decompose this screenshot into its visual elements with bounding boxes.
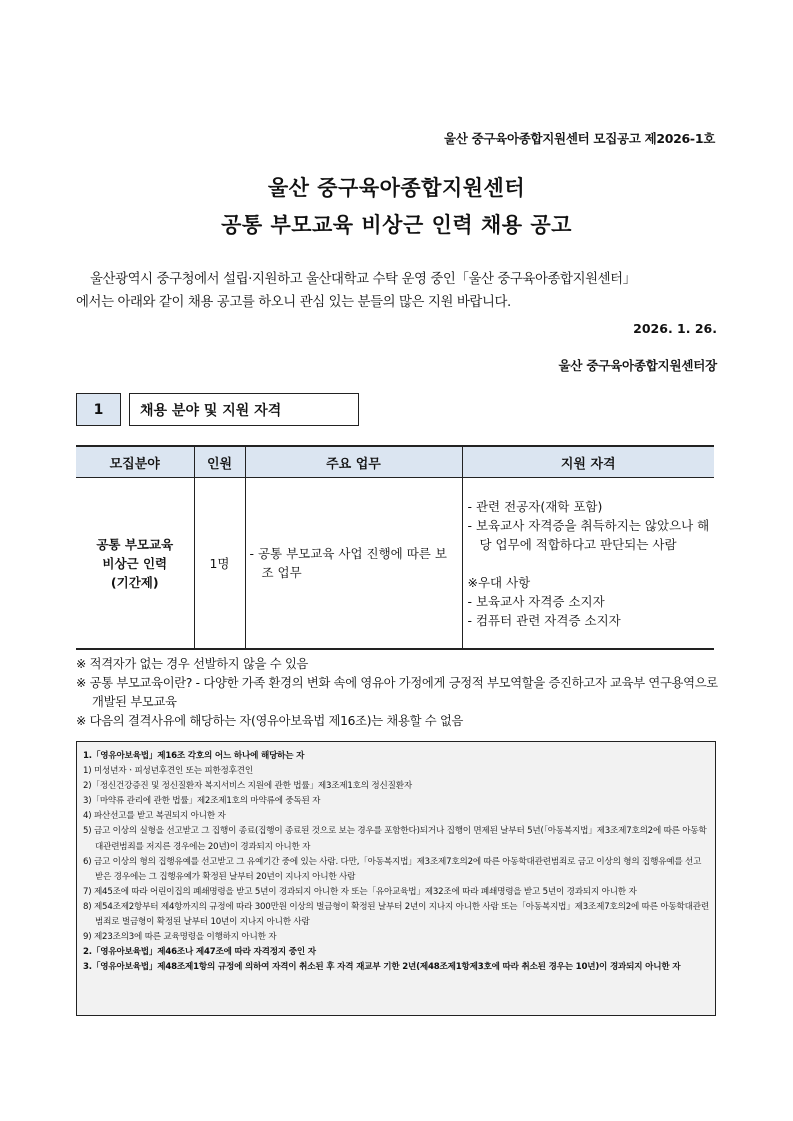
preference-item: - 컴퓨터 관련 자격증 소지자 [467,612,621,628]
spacer [468,554,711,573]
field-line: (기간제) [110,574,159,590]
list-item: 3)「마약류 관리에 관한 법률」제2조제1호의 마약류에 중독된 자 [83,796,321,807]
table-header-row [76,446,714,478]
recruitment-table [76,445,714,650]
issuer-name: 울산 중구육아종합지원센터장 [558,358,717,373]
column-header: 지원 자격 [462,446,714,478]
section-number: 1 [76,393,121,426]
list-item: 6) 금고 이상의 형의 집행유예를 선고받고 그 유예기간 중에 있는 사람. 다만,「아동복지법」제3조제7호의2에 따른 아동학대관련범죄로 금고 이상의 형의 집행유예를 선고받은 경우에는 그 집행유예가 확정된 날부터 20년이 지나지 아니한 사람 [83,856,702,882]
column-header: 모집분야 [76,446,194,478]
recruit-field-cell [76,478,194,650]
intro-line: 울산광역시 중구청에서 설립·지원하고 울산대학교 수탁 운영 중인「울산 중구육아종합지원센터」 [90,272,636,287]
list-item: 1) 미성년자ㆍ피성년후견인 또는 피한정후견인 [83,766,253,777]
notes-list [76,655,718,731]
list-item: 8) 제54조제2항부터 제4항까지의 규정에 따라 300만원 이상의 벌금형이 확정된 날부터 2년이 지나지 아니한 사람 또는「아동복지법」제3조제7호의2에 따른 아동학대관련범죄로 벌금형이 확정된 날부터 10년이 지나지 아니한 사람 [83,901,709,928]
list-item: 7) 제45조에 따라 어린이집의 폐쇄명령을 받고 5년이 경과되지 아니한 자 또는「유아교육법」제32조에 따라 폐쇄명령을 받고 5년이 경과되지 아니한 자 [83,886,637,897]
table-row [76,478,714,650]
list-item: 5) 금고 이상의 실형을 선고받고 그 집행이 종료(집행이 종료된 것으로 보는 경우를 포함한다)되거나 집행이 면제된 날부터 5년(「아동복지법」제3조제7호의2에 따른 아동학대관련범죄를 저지른 경우에는 20년)이 경과되지 아니한 자 [83,826,707,852]
section-title: 채용 분야 및 지원 자격 [129,393,359,426]
qualification-item: - 보육교사 자격증을 취득하지는 않았으나 해당 업무에 적합하다고 판단되는 사람 [467,517,710,552]
qualification-item: - 관련 전공자(재학 포함) [467,498,603,514]
qualification-cell [462,478,714,650]
preference-title: ※우대 사항 [467,574,531,590]
disqualification-box [76,741,716,1016]
field-line: 비상근 인력 [102,555,168,571]
document-title-line1: 울산 중구육아종합지원센터 [267,176,526,200]
list-item: 9) 제23조의3에 따른 교육명령을 이행하지 아니한 자 [83,932,277,943]
field-line: 공통 부모교육 [96,536,174,552]
list-item: 2)「정신건강증진 및 정신질환자 복지서비스 지원에 관한 법률」제3조제1호의 정신질환자 [83,781,412,792]
document-title-line2: 공통 부모교육 비상근 인력 채용 공고 [221,213,572,237]
disqualification-heading: 2.「영유아보육법」제46조나 제47조에 따라 자격정지 중인 자 [83,947,316,958]
note-item: ※ 적격자가 없는 경우 선발하지 않을 수 있음 [76,657,309,671]
preference-item: - 보육교사 자격증 소지자 [467,593,605,609]
intro-paragraph [76,268,718,314]
notice-date: 2026. 1. 26. [633,321,717,336]
duty-cell [245,478,462,650]
list-item: 4) 파산선고를 받고 복권되지 아니한 자 [83,811,226,822]
column-header: 주요 업무 [245,446,462,478]
disqualification-heading: 3.「영유아보육법」제48조제1항의 규정에 의하여 자격이 취소된 후 자격 재교부 기한 2년(제48조제1항제3호에 따라 취소된 경우는 10년)이 경과되지 아니한 자 [83,962,681,973]
note-item: ※ 공통 부모교육이란? - 다양한 가족 환경의 변화 속에 영유아 가정에게 긍정적 부모역할을 증진하고자 교육부 연구용역으로 개발된 부모교육 [76,676,718,709]
column-header: 인원 [194,446,245,478]
note-item: ※ 다음의 결격사유에 해당하는 자(영유아보육법 제16조)는 채용할 수 없음 [76,714,464,728]
headcount-cell: 1명 [194,478,245,650]
notice-number: 울산 중구육아종합지원센터 모집공고 제2026-1호 [444,131,715,146]
duty-text: - 공통 부모교육 사업 진행에 따른 보조 업무 [249,546,447,580]
intro-line: 에서는 아래와 같이 채용 공고를 하오니 관심 있는 분들의 많은 지원 바랍니다. [76,295,511,310]
disqualification-heading: 1.「영유아보육법」제16조 각호의 어느 하나에 해당하는 자 [83,751,305,761]
